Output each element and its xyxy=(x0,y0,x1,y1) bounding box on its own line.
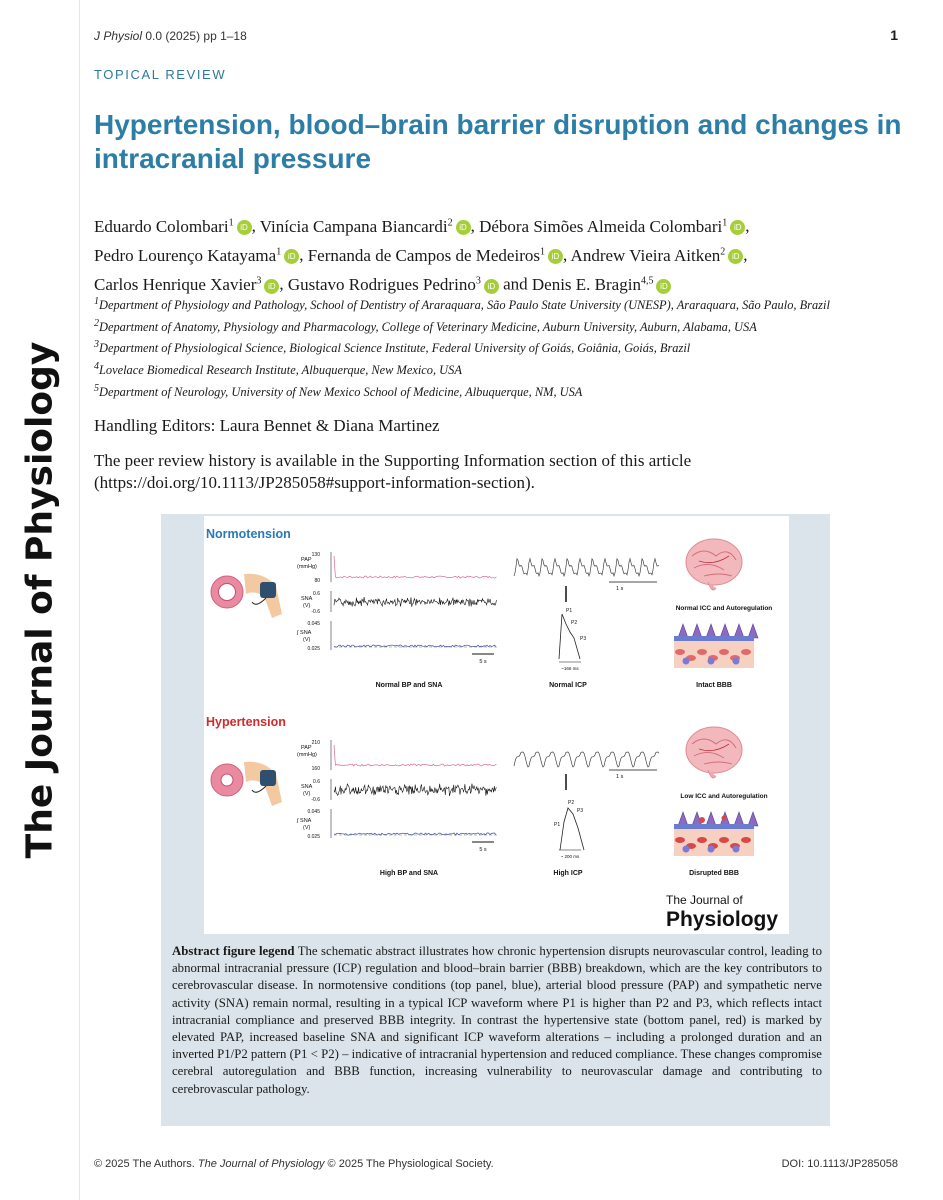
affiliation: $^5$Department of Neurology, University of New Mexico School of Medicine, Albuquerque, NM, USA xyxy=(94,382,583,399)
author: Denis E. Bragin$^{4,5}$ iD xyxy=(532,275,672,294)
immune-cell xyxy=(733,846,740,853)
p2-label: P2 xyxy=(571,620,578,626)
leaked-cell xyxy=(722,816,727,821)
abstract-figure xyxy=(204,516,789,934)
orcid-icon[interactable]: iD xyxy=(728,249,743,264)
orcid-icon[interactable]: iD xyxy=(730,220,745,235)
time-scale-label: 5 s xyxy=(479,659,487,665)
pap-trace xyxy=(334,745,496,766)
isna-label: ∫ SNA xyxy=(297,818,312,824)
isna-axis-top: 0.045 xyxy=(307,809,320,815)
astrocyte-endfoot xyxy=(678,624,688,638)
panel-heading: Hypertension xyxy=(206,715,286,729)
orcid-icon[interactable]: iD xyxy=(456,220,471,235)
p2-label: P2 xyxy=(568,800,575,806)
author-affiliation-number: 2 xyxy=(720,246,726,258)
sna-trace xyxy=(334,597,496,607)
pap-axis-bottom: 80 xyxy=(314,578,320,584)
astrocyte-endfoot xyxy=(692,624,702,638)
astrocyte-endfoot xyxy=(734,624,744,638)
astrocyte-endfoot xyxy=(720,624,730,638)
red-blood-cell xyxy=(697,837,707,843)
panel-heading: Normotension xyxy=(206,527,291,541)
sna-label: SNA xyxy=(301,784,313,790)
figure-legend-label: Abstract figure legend xyxy=(172,944,295,958)
author-affiliation-number: 1 xyxy=(722,217,728,228)
panel-caption-mid: High ICP xyxy=(553,870,583,877)
bp-cuff-icon xyxy=(260,770,276,786)
artery-lumen xyxy=(221,774,233,786)
isna-unit: (V) xyxy=(303,637,311,643)
isna-axis-top: 0.045 xyxy=(307,621,320,627)
brain-caption: Normal ICC and Autoregulation xyxy=(675,605,773,612)
footer-doi: DOI: 10.1113/JP285058 xyxy=(781,1158,898,1170)
author: Gustavo Rodrigues Pedrino$^3$ iD xyxy=(288,275,499,294)
section-label: TOPICAL REVIEW xyxy=(94,67,227,82)
leaked-cell xyxy=(699,817,705,823)
immune-cell xyxy=(708,846,715,853)
isna-axis-bottom: 0.025 xyxy=(307,646,320,652)
author-affiliation-number: 3 xyxy=(475,275,481,287)
author-affiliation-number: 1 xyxy=(228,217,234,228)
orcid-icon[interactable]: iD xyxy=(656,279,671,294)
immune-cell xyxy=(708,658,715,665)
immune-cell xyxy=(683,658,690,665)
red-blood-cell xyxy=(675,649,685,655)
p1-label: P1 xyxy=(554,822,561,828)
running-header xyxy=(94,29,247,43)
cuff-tube xyxy=(252,598,266,604)
pap-unit: (mmHg) xyxy=(297,752,317,758)
footer-copyright-suffix: © 2025 The Physiological Society. xyxy=(324,1158,494,1170)
footer-copyright-prefix: © 2025 The Authors. xyxy=(94,1158,198,1170)
bbb-caption: Disrupted BBB xyxy=(689,870,739,877)
artery-lumen xyxy=(219,584,236,601)
p1-label: P1 xyxy=(566,608,573,614)
author: Vinícia Campana Biancardi$^2$ iD xyxy=(260,217,471,236)
isna-trace xyxy=(334,645,496,647)
author: Eduardo Colombari$^1$ iD xyxy=(94,217,252,236)
astrocyte-endfoot xyxy=(706,624,716,638)
sna-trace xyxy=(334,784,496,797)
panel-caption-mid: Normal ICP xyxy=(549,682,587,689)
author-list: Eduardo Colombari$^1$ iD , Vinícia Campana Biancardi$^2$ iD , Débora Simões Almeida Colombari$^1$ iD , Pedro Lourenço Katayama$^1$ iD , Fernanda de Campos de Medeiros$^1$ iD , Andrew Vieira Aitken$^2$ iD , Carlos Henrique Xavier$^3$ iD , Gustavo Rodrigues Pedrino$^3$ iD and Denis E. Bragin$^{4,5}$ iD xyxy=(94,216,750,294)
immune-cell xyxy=(733,658,740,665)
orcid-icon[interactable]: iD xyxy=(548,249,563,264)
red-blood-cell xyxy=(741,649,751,655)
orcid-icon[interactable]: iD xyxy=(264,279,279,294)
pap-axis-top: 130 xyxy=(311,552,320,558)
affiliation: $^1$Department of Physiology and Pathology, School of Dentistry of Araraquara, São Paulo State University (UNESP), Araraquara, São Paulo, Brazil xyxy=(94,296,830,313)
icp-single-pulse xyxy=(560,808,584,850)
isna-unit: (V) xyxy=(303,825,311,831)
pap-axis-bottom: 160 xyxy=(311,766,320,772)
sna-axis-top: 0.6 xyxy=(313,591,320,597)
astrocyte-endfoot xyxy=(748,812,758,826)
article-title: Hypertension, blood–brain barrier disruption and changes in intracranial pressure xyxy=(94,109,902,174)
icp-time-label: 1 s xyxy=(616,586,624,592)
icp-waveform-train xyxy=(514,559,659,576)
isna-axis-bottom: 0.025 xyxy=(307,834,320,840)
orcid-icon[interactable]: iD xyxy=(484,279,499,294)
red-blood-cell xyxy=(697,649,707,655)
sna-axis-top: 0.6 xyxy=(313,779,320,785)
orcid-icon[interactable]: iD xyxy=(284,249,299,264)
author-affiliation-number: 1 xyxy=(276,246,282,258)
author-affiliation-number: 2 xyxy=(447,217,453,228)
page-number: 1 xyxy=(890,27,898,43)
figure-logo-line2: Physiology xyxy=(666,908,779,931)
journal-sidebar-title: The Journal of Physiology xyxy=(19,341,61,859)
handling-editors: Handling Editors: Laura Bennet & Diana Martinez xyxy=(94,416,440,435)
peer-review-text: The peer review history is available in the Supporting Information section of this article xyxy=(94,451,692,470)
journal-sidebar xyxy=(0,0,80,1200)
pap-unit: (mmHg) xyxy=(297,564,317,570)
header-citation: 0.0 (2025) pp 1–18 xyxy=(142,29,247,43)
affiliation-list xyxy=(94,293,914,401)
author-affiliation-number: 3 xyxy=(256,275,262,287)
peer-review-link[interactable]: https://doi.org/10.1113/JP285058#support-information-section xyxy=(99,473,525,492)
isna-trace xyxy=(334,833,496,835)
red-blood-cell xyxy=(719,649,729,655)
author: Pedro Lourenço Katayama$^1$ iD xyxy=(94,246,299,265)
sna-unit: (V) xyxy=(303,791,311,797)
sna-unit: (V) xyxy=(303,603,311,609)
author-affiliation-number: 1 xyxy=(539,246,545,258)
isna-label: ∫ SNA xyxy=(297,630,312,636)
header-journal: J Physiol xyxy=(94,29,143,43)
sna-axis-bottom: -0.6 xyxy=(311,797,320,803)
affiliation: $^2$Department of Anatomy, Physiology and Pharmacology, College of Veterinary Medicine, Auburn University, Auburn, Alabama, USA xyxy=(94,317,757,334)
red-blood-cell xyxy=(675,837,685,843)
astrocyte-endfoot xyxy=(748,624,758,638)
panel-caption-left: High BP and SNA xyxy=(379,870,439,877)
sna-axis-bottom: -0.6 xyxy=(311,609,320,615)
author: Fernanda de Campos de Medeiros$^1$ iD xyxy=(308,246,563,265)
author: Débora Simões Almeida Colombari$^1$ iD xyxy=(479,217,745,236)
immune-cell xyxy=(683,846,690,853)
endothelial-layer xyxy=(674,636,754,641)
cuff-tube xyxy=(252,786,266,792)
red-blood-cell xyxy=(741,837,751,843)
sidebar-divider xyxy=(79,0,80,1200)
endothelial-layer xyxy=(674,824,754,829)
abstract-figure-graphic xyxy=(204,516,789,934)
footer-copyright xyxy=(94,1158,494,1170)
footer-journal: The Journal of Physiology xyxy=(197,1158,325,1170)
astrocyte-endfoot xyxy=(734,812,744,826)
author: Carlos Henrique Xavier$^3$ iD xyxy=(94,275,279,294)
figure-legend-text: The schematic abstract illustrates how chronic hypertension disrupts neurovascular control, leading to abnormal intracranial pressure (ICP) regulation and blood–brain barrier (BBB) breakdown, which are the key contributors to cerebrovascular disease. In normotensive conditions (top panel, blue), arterial blood pressure (PAP) and sympathetic nerve activity (SNA) remain normal, resulting in a typical ICP waveform where P1 is higher than P2 and P3, which reflects intact intracranial compliance and preserved BBB integrity. In contrast the hypertensive state (bottom panel, red) is marked by elevated PAP, increased baseline SNA and significant ICP waveform alterations – including a prolonged duration and an inverted P1/P2 pattern (P1 < P2) – indicative of intracranial hypertension and reduced compliance. These changes compromise cerebral autoregulation and BBB function, increasing vulnerability to neurovascular damage and contributing to cerebrovascular pathology. xyxy=(172,944,822,1096)
author-affiliation-number: 4,5 xyxy=(640,275,654,287)
brain-caption: Low ICC and Autoregulation xyxy=(680,793,768,800)
astrocyte-endfoot xyxy=(706,812,716,826)
icp-waveform-train xyxy=(514,752,659,767)
pap-trace xyxy=(334,556,496,578)
sna-label: SNA xyxy=(301,596,313,602)
icp-time-label: 1 s xyxy=(616,774,624,780)
affiliation: $^4$Lovelace Biomedical Research Institute, Albuquerque, New Mexico, USA xyxy=(94,360,462,377)
pap-label: PAP xyxy=(301,557,312,563)
figure-legend xyxy=(172,943,822,1098)
bp-cuff-icon xyxy=(260,582,276,598)
p3-label: P3 xyxy=(580,636,587,642)
panel-caption-left: Normal BP and SNA xyxy=(375,682,443,689)
astrocyte-endfoot xyxy=(678,812,688,826)
orcid-icon[interactable]: iD xyxy=(237,220,252,235)
peer-review-note: The peer review history is available in the Supporting Information section of this article (https://doi.org/10.1113/JP285058#support-information-section). xyxy=(94,451,692,492)
time-scale-label: 5 s xyxy=(479,847,487,853)
author: Andrew Vieira Aitken$^2$ iD xyxy=(571,246,744,265)
p3-label: P3 xyxy=(577,808,584,814)
figure-logo-line1: The Journal of xyxy=(666,893,743,907)
affiliation: $^3$Department of Physiological Science, Biological Science Institute, Federal University of Goiás, Goiânia, Goiás, Brazil xyxy=(94,339,691,356)
icp-ms-label: ~ 200 ms xyxy=(560,854,580,859)
pap-axis-top: 210 xyxy=(311,740,320,746)
icp-ms-label: ~166 ms xyxy=(561,666,579,671)
red-blood-cell xyxy=(719,837,729,843)
bbb-caption: Intact BBB xyxy=(696,682,732,689)
pap-label: PAP xyxy=(301,745,312,751)
